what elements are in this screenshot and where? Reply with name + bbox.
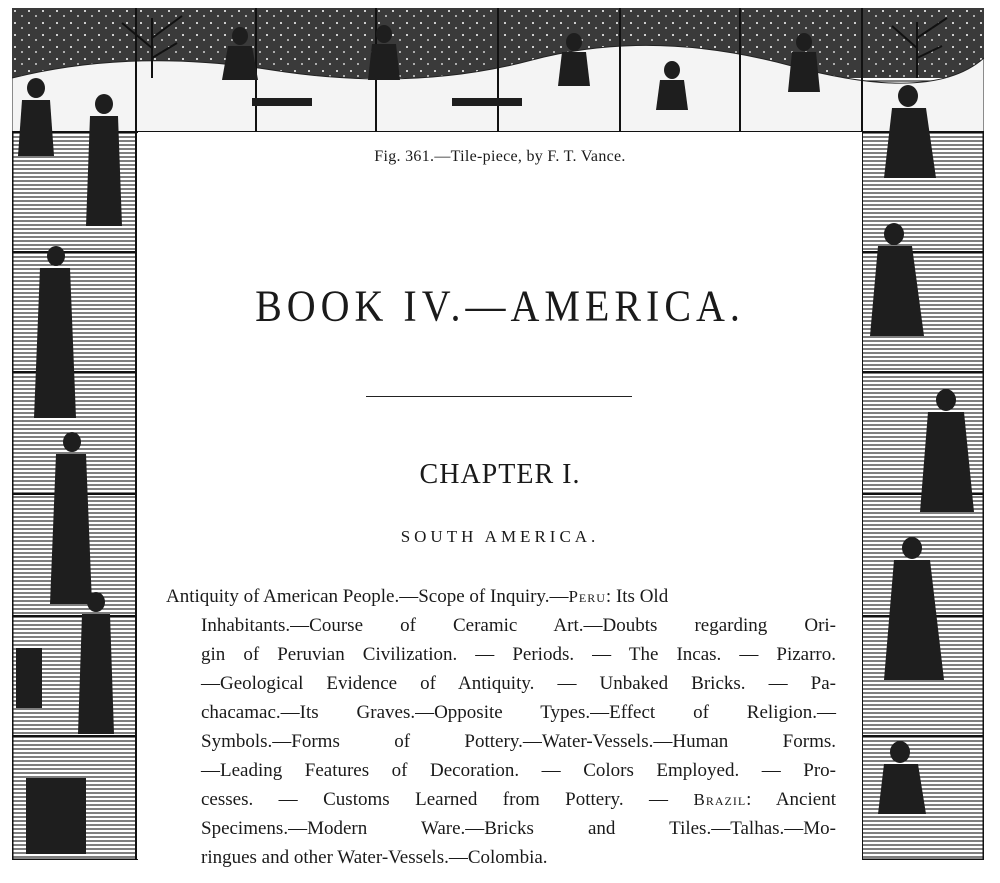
summary-line: chacamac.—Its Graves.—Opposite Types.—Effect of Religion.— xyxy=(201,702,836,723)
title-divider xyxy=(366,396,632,397)
summary-text: Antiquity of American People.—Scope of Inquiry.— xyxy=(166,586,569,607)
summary-text: cesses. — Customs Learned from Pottery. — xyxy=(201,789,669,810)
book-title: BOOK IV.—AMERICA. xyxy=(255,280,745,331)
place-name-peru: Peru xyxy=(568,587,606,606)
figure-caption: Fig. 361.—Tile-piece, by F. T. Vance. xyxy=(374,148,626,165)
summary-line: —Leading Features of Decoration. — Colors Employed. — Pro- xyxy=(201,760,836,781)
summary-text: : Its Old xyxy=(605,586,669,607)
summary-line: gin of Peruvian Civilization. — Periods. — The Incas. — Pizarro. xyxy=(201,644,836,665)
summary-text: : Ancient xyxy=(746,789,836,810)
summary-line: Inhabitants.—Course of Ceramic Art.—Doubts regarding Ori- xyxy=(201,615,836,636)
summary-line xyxy=(166,582,836,611)
chapter-summary xyxy=(166,582,836,872)
section-heading: SOUTH AMERICA. xyxy=(400,527,600,546)
summary-line xyxy=(201,785,836,814)
summary-line: Specimens.—Modern Ware.—Bricks and Tiles.—Talhas.—Mo- xyxy=(201,818,836,839)
place-name-brazil: Brazil xyxy=(693,790,747,809)
summary-line: Symbols.—Forms of Pottery.—Water-Vessels.—Human Forms. xyxy=(201,731,836,752)
summary-line: ringues and other Water-Vessels.—Colombia. xyxy=(201,847,548,868)
summary-line: —Geological Evidence of Antiquity. — Unbaked Bricks. — Pa- xyxy=(201,673,836,694)
chapter-heading: CHAPTER I. xyxy=(419,459,581,490)
